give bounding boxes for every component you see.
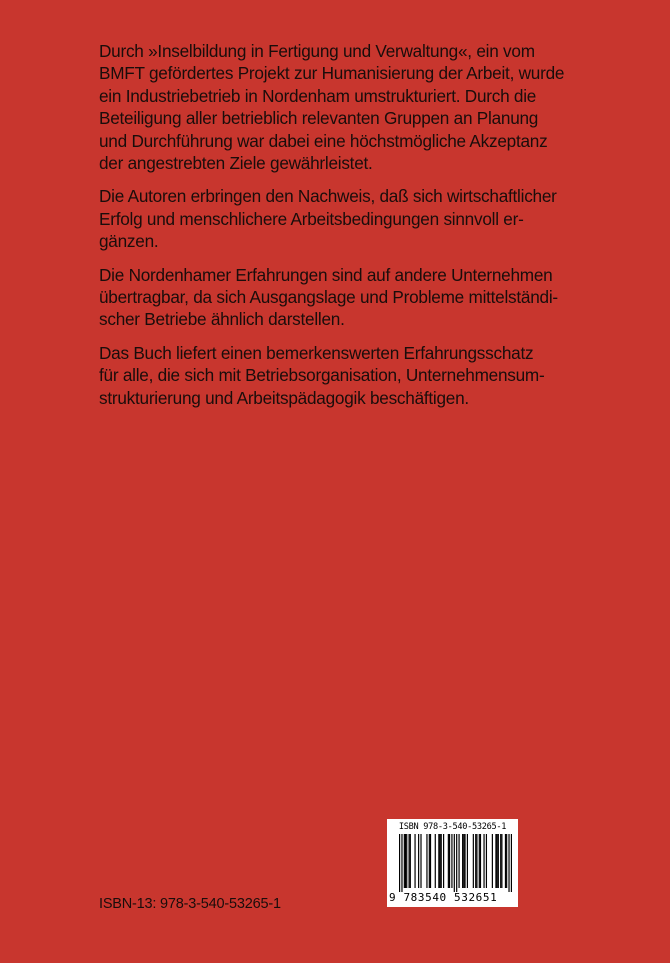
barcode-bar — [439, 834, 440, 888]
barcode-bar — [508, 834, 509, 892]
barcode-bar — [401, 834, 402, 892]
barcode-bar — [467, 834, 468, 888]
barcode-bar — [454, 834, 455, 892]
barcode-bars — [399, 834, 512, 892]
isbn-label: ISBN-13: 978-3-540-53265-1 — [99, 896, 281, 912]
barcode-bar — [426, 834, 427, 888]
barcode-bar — [451, 834, 452, 888]
barcode-bar — [456, 834, 457, 892]
barcode-bar — [399, 834, 400, 892]
barcode-bar — [479, 834, 480, 888]
barcode-bar — [483, 834, 484, 888]
barcode-bar — [404, 834, 405, 888]
barcode-bar — [475, 834, 476, 888]
barcode-bar — [463, 834, 464, 888]
barcode-bar — [464, 834, 465, 888]
barcode-bar — [495, 834, 496, 888]
barcode-bar — [473, 834, 474, 888]
barcode-bar — [501, 834, 502, 888]
barcode-bar — [435, 834, 436, 888]
barcode-bar — [492, 834, 493, 888]
barcode-bar — [506, 834, 507, 888]
barcode-bar — [497, 834, 498, 888]
barcode-bar — [443, 834, 444, 888]
barcode — [387, 819, 518, 907]
barcode-bar — [438, 834, 439, 888]
barcode-bar — [418, 834, 419, 888]
blurb-paragraph-4: Das Buch liefert einen bemerkenswerten Erfahrungsschatz für alle, die sich mit Betriebsorganisation, Unternehmensum- strukturierung und Arbeitspädagogik beschäftigen. — [99, 342, 545, 408]
barcode-bar — [441, 834, 442, 888]
barcode-bar — [410, 834, 411, 888]
barcode-bar — [476, 834, 477, 888]
barcode-bar — [458, 834, 459, 888]
barcode-bar — [511, 834, 512, 892]
barcode-digits: 9 783540 532651 — [389, 891, 498, 904]
barcode-bar — [409, 834, 410, 888]
barcode-bar — [505, 834, 506, 888]
barcode-bar — [449, 834, 450, 888]
blurb-paragraph-1: Durch »Inselbildung in Fertigung und Verwaltung«, ein vom BMFT gefördertes Projekt zur Humanisierung der Arbeit, wurde ein Industriebetrieb in Nordenham umstrukturiert. Durch die Beteiligung aller betrieblich relevanten Gruppen an Planung und Durchführung war dabei eine höchstmögliche Akzeptanz der angestrebten Ziele gewährleistet. — [99, 41, 565, 174]
barcode-bar — [486, 834, 487, 888]
barcode-bar — [480, 834, 481, 888]
barcode-bar — [500, 834, 501, 888]
blurb-text — [99, 40, 574, 420]
blurb-paragraph-3: Die Nordenhamer Erfahrungen sind auf andere Unternehmen übertragbar, da sich Ausgangslage und Probleme mittelständi- scher Betriebe ähnlich darstellen. — [99, 264, 558, 330]
barcode-isbn-text: ISBN 978-3-540-53265-1 — [398, 822, 507, 832]
blurb-paragraph-2: Die Autoren erbringen den Nachweis, daß sich wirtschaftlicher Erfolg und menschlichere Arbeitsbedingungen sinnvoll er- gänzen. — [99, 186, 557, 252]
barcode-bar — [406, 834, 407, 888]
barcode-bar — [430, 834, 431, 888]
barcode-bar — [498, 834, 499, 888]
barcode-bar — [448, 834, 449, 888]
barcode-bar — [429, 834, 430, 888]
barcode-bar — [462, 834, 463, 888]
barcode-bar — [414, 834, 415, 888]
barcode-bar — [420, 834, 421, 888]
barcode-bar — [405, 834, 406, 888]
